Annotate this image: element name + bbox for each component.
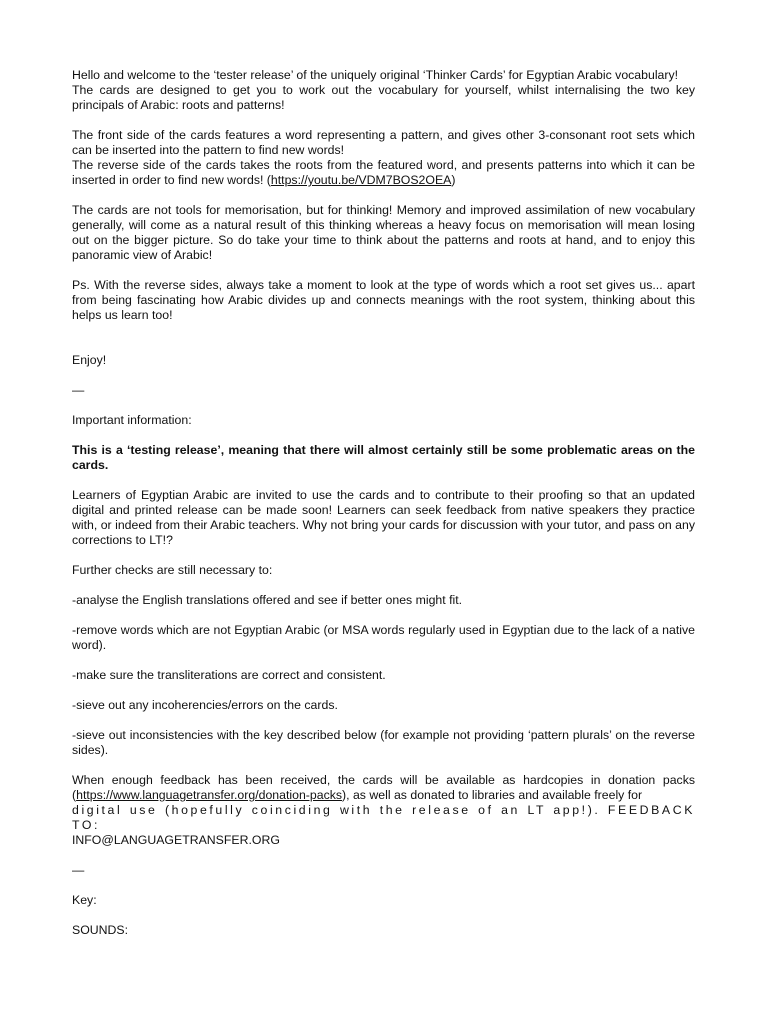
check-item: -analyse the English translations offered and see if better ones might fit. xyxy=(72,593,463,607)
important-heading: Important information: xyxy=(72,413,192,427)
reverse-side-description xyxy=(72,158,695,188)
feedback-paragraph xyxy=(72,773,695,803)
reverse-side-close: ) xyxy=(451,173,456,187)
feedback-email[interactable]: INFO@LANGUAGETRANSFER.ORG xyxy=(72,833,280,847)
reverse-side-text: The reverse side of the cards takes the roots from the featured word, and presents patterns into which it can be inserted in order to find new words! ( xyxy=(72,158,695,187)
feedback-spaced-line: digital use (hopefully coinciding with the release of an LT app!). FEEDBACK TO: xyxy=(72,803,695,832)
enjoy-text: Enjoy! xyxy=(72,353,107,367)
learners-paragraph: Learners of Egyptian Arabic are invited to use the cards and to contribute to their proofing so that an updated digital and printed release can be made soon! Learners can seek feedback from native speakers they practice with, or indeed from their Arabic teachers. Why not bring your cards for discussion with your tutor, and pass on any corrections to LT!? xyxy=(72,488,695,547)
testing-release-notice: This is a ‘testing release’, meaning that there will almost certainly still be some problematic areas on the cards. xyxy=(72,443,695,472)
checks-intro: Further checks are still necessary to: xyxy=(72,563,273,577)
ps-paragraph: Ps. With the reverse sides, always take a moment to look at the type of words which a root set gives us... apart from being fascinating how Arabic divides up and connects meanings with the root system, thinking about this helps us learn too! xyxy=(72,278,695,322)
key-label: Key: xyxy=(72,893,97,907)
check-item: -remove words which are not Egyptian Arabic (or MSA words regularly used in Egyptian due to the lack of a native word). xyxy=(72,623,695,652)
section-dash: — xyxy=(72,863,85,877)
document-page xyxy=(72,68,695,938)
check-item: -make sure the transliterations are correct and consistent. xyxy=(72,668,386,682)
donation-packs-link[interactable]: https://www.languagetransfer.org/donation-packs xyxy=(76,788,343,802)
feedback-text: When enough feedback has been received, the cards will be available as hardcopies in donation packs ( xyxy=(72,773,695,802)
youtube-link[interactable]: https://youtu.be/VDM7BOS2OEA xyxy=(270,173,452,187)
intro-design: The cards are designed to get you to work out the vocabulary for yourself, whilst internalising the two key principals of Arabic: roots and patterns! xyxy=(72,83,695,112)
thinking-paragraph: The cards are not tools for memorisation, but for thinking! Memory and improved assimilation of new vocabulary generally, will come as a natural result of this thinking whereas a heavy focus on memorisation will mean losing out on the bigger picture. So do take your time to think about the patterns and roots at hand, and to enjoy this panoramic view of Arabic! xyxy=(72,203,695,262)
check-item: -sieve out any incoherencies/errors on the cards. xyxy=(72,698,338,712)
section-dash: — xyxy=(72,383,85,397)
front-side-description: The front side of the cards features a word representing a pattern, and gives other 3-consonant root sets which can be inserted into the pattern to find new words! xyxy=(72,128,695,157)
feedback-mid: ), as well as donated to libraries and available freely for xyxy=(342,788,643,802)
intro-welcome: Hello and welcome to the ‘tester release’ of the uniquely original ‘Thinker Cards’ for Egyptian Arabic vocabulary! xyxy=(72,68,679,82)
check-item: -sieve out inconsistencies with the key described below (for example not providing ‘pattern plurals’ on the reverse sides). xyxy=(72,728,695,757)
sounds-label: SOUNDS: xyxy=(72,923,129,937)
